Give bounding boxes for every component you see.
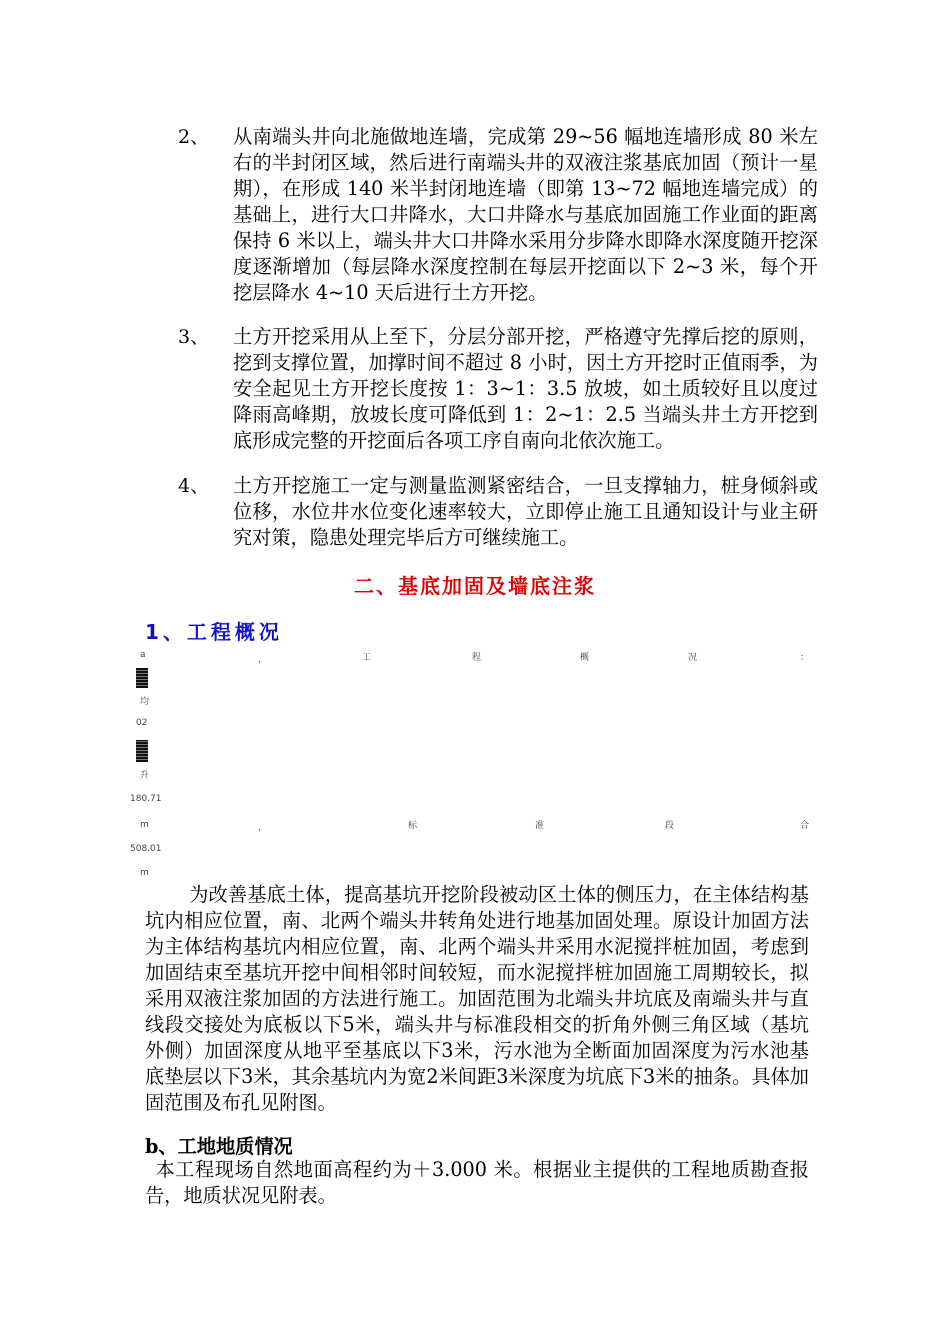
paragraph-geology bbox=[145, 1157, 809, 1209]
garbled-block bbox=[136, 668, 148, 688]
garbled-char: 180.71 bbox=[130, 794, 162, 804]
section-heading: 二、基底加固及墙底注浆 bbox=[354, 574, 596, 598]
garbled-char: 准 bbox=[535, 821, 545, 831]
garbled-char: ： bbox=[800, 653, 810, 663]
garbled-char: 况 bbox=[688, 653, 698, 663]
garbled-char: 工 bbox=[362, 653, 372, 663]
garbled-char: m bbox=[140, 868, 149, 878]
garbled-char: 标 bbox=[408, 821, 418, 831]
paragraph-text: 本工程现场自然地面高程约为＋3.000 米。根据业主提供的工程地质勘查报告，地质状况见附表。 bbox=[145, 1158, 809, 1207]
garbled-char: 02 bbox=[136, 718, 148, 728]
garbled-block bbox=[136, 740, 148, 762]
list-number: 3、 bbox=[178, 326, 210, 348]
list-number: 2、 bbox=[178, 126, 210, 148]
garbled-char: 均 bbox=[140, 697, 150, 707]
garbled-char: 概 bbox=[580, 653, 590, 663]
garbled-char: 合 bbox=[800, 821, 810, 831]
garbled-char: ， bbox=[258, 655, 268, 665]
garbled-char: a bbox=[140, 650, 146, 660]
list-text: 土方开挖施工一定与测量监测紧密结合，一旦支撑轴力，桩身倾斜或位移，水位井水位变化速率较大，立即停止施工且通知设计与业主研究对策，隐患处理完毕后方可继续施工。 bbox=[233, 474, 818, 549]
subheading-geology: b、工地地质情况 bbox=[145, 1135, 293, 1158]
paragraph-text: 为改善基底土体，提高基坑开挖阶段被动区土体的侧压力，在主体结构基坑内相应位置，南、北两个端头井转角处进行地基加固处理。原设计加固方法为主体结构基坑内相应位置，南、北两个端头井采用水泥搅拌桩加固，考虑到加固结束至基坑开挖中间相邻时间较短，而水泥搅拌桩加固施工周期较长，拟采用双液注浆加固的方法进行施工。加固范围为北端头井坑底及南端头井与直线段交接处为底板以下5米，端头井与标准段相交的折角外侧三角区域（基坑外侧）加固深度从地平至基底以下3米，污水池为全断面加固深度为污水池基底垫层以下3米，其余基坑内为宽2米间距3米深度为坑底下3米的抽条。具体加固范围及布孔见附图。 bbox=[145, 883, 809, 1114]
list-text: 土方开挖采用从上至下，分层分部开挖，严格遵守先撑后挖的原则，挖到支撑位置，加撑时间不超过 8 小时，因土方开挖时正值雨季，为安全起见土方开挖长度按 1：3~1：3.5 放坡，如土质较好且以度过降雨高峰期，放坡长度可降低到 1：2~1：2.5 当端头井土方开挖到底形成完整的开挖面后各项工序自南向北依次施工。 bbox=[233, 325, 818, 452]
garbled-char: 段 bbox=[665, 821, 675, 831]
list-number: 4、 bbox=[178, 475, 210, 497]
garbled-char: 程 bbox=[472, 653, 482, 663]
subsection-heading: 1、工程概况 bbox=[145, 620, 283, 644]
garbled-char: ， bbox=[258, 823, 268, 833]
garbled-char: 升 bbox=[140, 771, 150, 781]
garbled-char: m bbox=[140, 820, 149, 830]
paragraph-foundation-reinforcement bbox=[145, 882, 809, 1116]
garbled-char: 508.01 bbox=[130, 844, 162, 854]
list-text: 从南端头井向北施做地连墙，完成第 29~56 幅地连墙形成 80 米左右的半封闭区域，然后进行南端头井的双液注浆基底加固（预计一星期），在形成 140 米半封闭地连墙（即第 13~72 幅地连墙完成）的基础上，进行大口井降水，大口井降水与基底加固施工作业面的距离保持 6 米以上，端头井大口井降水采用分步降水即降水深度随开挖深度逐渐增加（每层降水深度控制在每层开挖面以下 2~3 米，每个开挖层降水 4~10 天后进行土方开挖。 bbox=[233, 125, 818, 304]
